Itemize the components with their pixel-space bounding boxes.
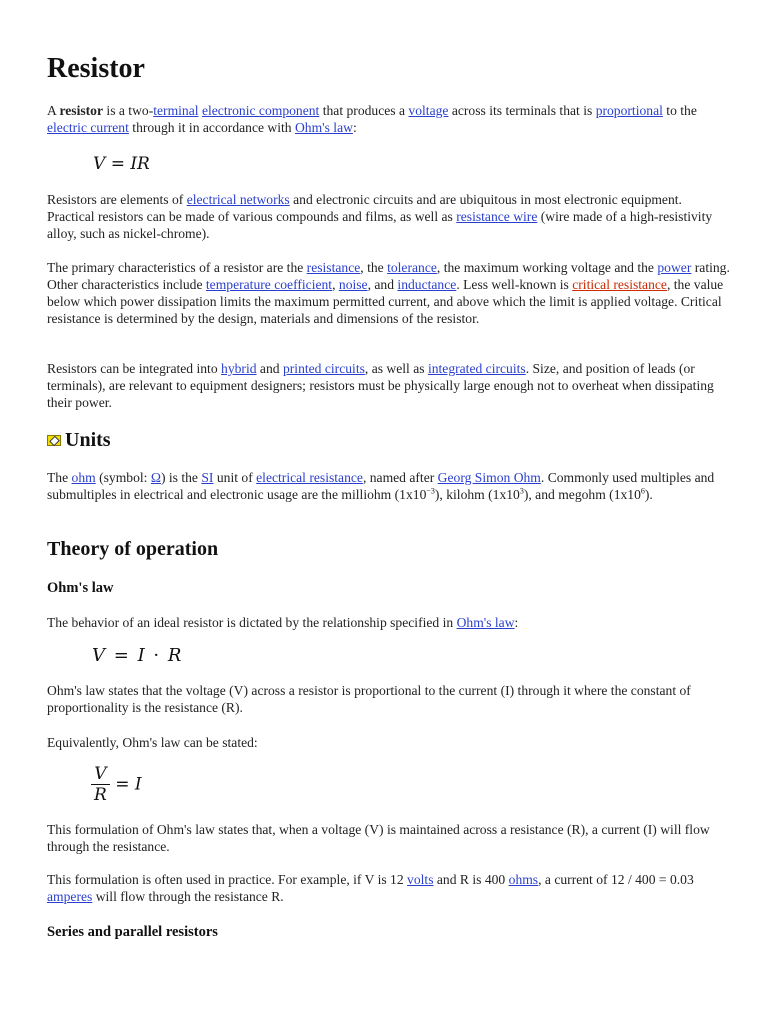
wiki-link[interactable]: noise — [338, 277, 368, 292]
text-run: This formulation is often used in practice. For example, if V is 12 — [47, 872, 408, 887]
wiki-link[interactable]: ohms — [508, 872, 539, 887]
text-run: . Commonly used multiples and submultiples in electrical and electronic usage are the milliohm (1x10 — [47, 470, 715, 502]
text-run: unit of — [213, 470, 257, 485]
text-run: : — [514, 615, 519, 630]
exponent: −3 — [426, 486, 435, 496]
text-run: , as well as — [364, 361, 428, 376]
text-run: is a two- — [103, 103, 154, 118]
wiki-link[interactable]: electric current — [47, 120, 129, 135]
wiki-link[interactable]: proportional — [595, 103, 663, 118]
intro-paragraph — [47, 102, 731, 136]
paragraph-units — [47, 469, 731, 503]
text-run: (wire made of a high-resistivity alloy, such as nickel-chrome). — [47, 209, 713, 241]
text-run: A — [47, 103, 60, 118]
fraction-v-over-r: $\frac{V}{R}$ — [91, 764, 110, 805]
exponent: 3 — [519, 486, 524, 496]
exponent: 6 — [640, 486, 645, 496]
paragraph-ohm-statement — [47, 682, 731, 716]
paragraph-equivalently — [47, 734, 731, 751]
text-run: through it in accordance with — [128, 120, 295, 135]
text-run: across its terminals that is — [448, 103, 596, 118]
subsection-heading-series-parallel: Series and parallel resistors — [47, 924, 218, 940]
paragraph-integration — [47, 360, 731, 411]
broken-wiki-link[interactable]: critical resistance — [572, 277, 667, 292]
wiki-link[interactable]: printed circuits — [282, 361, 365, 376]
text-run: Equivalently, Ohm's law can be stated: — [47, 735, 258, 750]
subsection-heading-ohms-law: Ohm's law — [47, 580, 114, 596]
paragraph-ohm-intro — [47, 614, 731, 631]
text-run: Ohm's law states that the voltage (V) across a resistor is proportional to the current (I) through it where the constant of proportionality is the resistance (R). — [47, 683, 691, 715]
text-run: rating. Other characteristics include — [47, 260, 730, 292]
text-run: This formulation of Ohm's law states that, when a voltage (V) is maintained across a resistance (R), a current (I) will flow through the resistance. — [47, 822, 710, 854]
wiki-link[interactable]: volts — [407, 872, 434, 887]
wiki-link[interactable]: terminal — [153, 103, 199, 118]
wiki-link[interactable]: integrated circuits — [427, 361, 526, 376]
wiki-link[interactable]: resistance wire — [456, 209, 538, 224]
text-run: The — [47, 470, 72, 485]
wiki-link[interactable]: electronic component — [201, 103, 320, 118]
wiki-link[interactable]: tolerance — [387, 260, 437, 275]
text-run: , a current of 12 / 400 = 0.03 — [538, 872, 694, 887]
text-run: Resistors are elements of — [47, 192, 187, 207]
wiki-link[interactable]: Ω — [150, 470, 161, 485]
text-run: and — [256, 361, 283, 376]
paragraph-networks — [47, 191, 731, 242]
text-run: , named after — [362, 470, 438, 485]
text-run: will flow through the resistance R. — [92, 889, 284, 904]
text-run: (symbol: — [95, 470, 151, 485]
text-run: : — [352, 120, 357, 135]
paragraph-formulation — [47, 821, 731, 855]
wiki-link[interactable]: temperature coefficient — [205, 277, 333, 292]
formula-v-i-r: V = I · R — [92, 645, 182, 666]
paragraph-example — [47, 871, 731, 905]
text-run: , — [332, 277, 339, 292]
wiki-link[interactable]: SI — [201, 470, 214, 485]
page-title: Resistor — [47, 53, 145, 84]
wiki-link[interactable]: power — [657, 260, 692, 275]
text-run: to the — [662, 103, 697, 118]
text-run: . Size, and position of leads (or terminals), are relevant to equipment designers; resistors must be physically large enough not to overheat when dissipating their power. — [47, 361, 714, 410]
bold-term: resistor — [59, 103, 104, 118]
formula-v-over-r: $\frac{V}{R}$ = I — [91, 764, 142, 805]
paragraph-characteristics — [47, 259, 731, 327]
text-run: and R is 400 — [433, 872, 509, 887]
text-run: , the value below which power dissipation limits the maximum permitted current, and above which the limit is applied voltage. Critical resistance is determined by the design, materials and dimensions of the resistor. — [47, 277, 724, 326]
text-run: ). — [644, 487, 653, 502]
text-run: ), and megohm (1x10 — [523, 487, 641, 502]
wiki-link[interactable]: ohm — [71, 470, 96, 485]
wiki-link[interactable]: electrical networks — [186, 192, 290, 207]
text-run: The behavior of an ideal resistor is dictated by the relationship specified in — [47, 615, 457, 630]
formula-v-ir: V = IR — [93, 154, 150, 174]
text-run: , the — [360, 260, 388, 275]
wiki-link[interactable]: electrical resistance — [256, 470, 363, 485]
section-heading-theory: Theory of operation — [47, 538, 219, 560]
wiki-link[interactable]: Ohm's law — [456, 615, 515, 630]
wiki-link[interactable]: resistance — [306, 260, 361, 275]
text-run: that produces a — [319, 103, 409, 118]
wiki-link[interactable]: inductance — [397, 277, 457, 292]
wiki-link[interactable]: hybrid — [221, 361, 257, 376]
text-run: , the maximum working voltage and the — [436, 260, 658, 275]
wiki-link[interactable]: amperes — [47, 889, 93, 904]
text-run: . Less well-known is — [456, 277, 573, 292]
wiki-link[interactable]: Ohm's law — [294, 120, 353, 135]
text-run: and electronic circuits and are ubiquitous in most electronic equipment. Practical resistors can be made of various compounds and films, as well as — [47, 192, 682, 224]
text-run: Resistors can be integrated into — [47, 361, 222, 376]
text-run: The primary characteristics of a resistor are the — [47, 260, 307, 275]
text-run: ), kilohm (1x10 — [434, 487, 520, 502]
wiki-link[interactable]: voltage — [408, 103, 449, 118]
section-heading-units: Units — [47, 428, 111, 452]
edit-icon[interactable] — [47, 435, 61, 446]
text-run: , and — [367, 277, 398, 292]
wiki-link[interactable]: Georg Simon Ohm — [437, 470, 541, 485]
text-run: ) is the — [160, 470, 202, 485]
